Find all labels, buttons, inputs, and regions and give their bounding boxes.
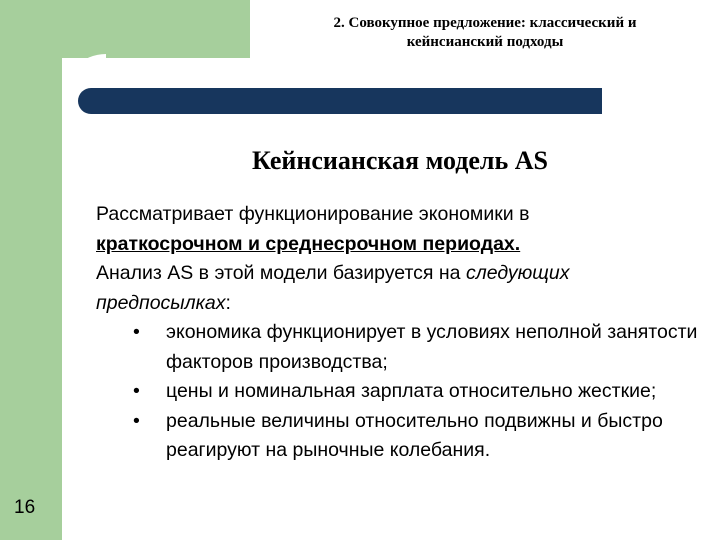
- header-line-1: 2. Совокупное предложение: классический и: [333, 15, 637, 31]
- bullet-icon: •: [133, 409, 140, 432]
- slide-title: Кейнсианская модель AS: [252, 146, 548, 175]
- intro-line-1: Рассматривает функционирование экономики в: [96, 203, 530, 225]
- analysis-prefix: Анализ AS в этой модели базируется на: [96, 262, 461, 284]
- intro-underlined: краткосрочном и среднесрочном периодах.: [96, 232, 521, 255]
- list-item: [133, 318, 706, 377]
- list-item-text: реальные величины относительно подвижны и быстро реагируют на рыночные колебания.: [166, 409, 663, 461]
- bullet-icon: •: [133, 380, 140, 402]
- list-item-text: цены и номинальная зарплата относительно жесткие;: [166, 380, 657, 402]
- analysis-suffix: :: [225, 291, 231, 314]
- premises-list: [96, 318, 706, 466]
- section-header: [260, 14, 710, 52]
- page-number: 16: [14, 497, 36, 518]
- slide-body: [96, 200, 706, 466]
- analysis-italic: следующих предпосылках: [96, 262, 570, 314]
- list-item: [133, 407, 706, 466]
- bullet-icon: •: [133, 321, 140, 343]
- header-line-2: кейнсианский подходы: [406, 34, 564, 50]
- corner-decorative-block: [62, 0, 250, 58]
- header-rule: [78, 88, 602, 114]
- list-item: [133, 377, 706, 407]
- left-decorative-bar: [0, 0, 62, 540]
- list-item-text: экономика функционирует в условиях неполной занятости факторов производства;: [166, 321, 698, 373]
- intro-paragraph: [96, 200, 706, 318]
